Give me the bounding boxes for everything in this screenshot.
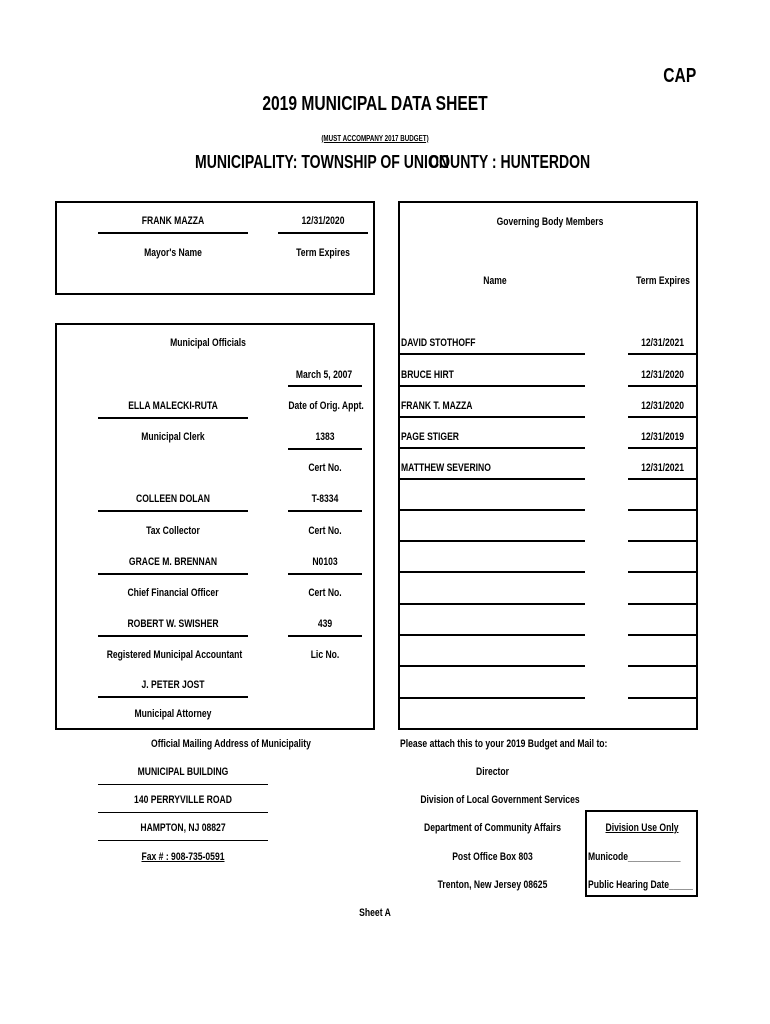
- collector-cert: T-8334: [311, 493, 339, 505]
- member-name-line: [400, 447, 585, 449]
- member-term: 12/31/2020: [641, 400, 684, 412]
- member-term-line: [628, 478, 696, 480]
- blank-term-line: [628, 540, 696, 542]
- blank-name-line: [400, 634, 585, 636]
- budget-note: (MUST ACCOMPANY 2017 BUDGET): [321, 134, 429, 143]
- mayor-term: 12/31/2020: [301, 215, 345, 227]
- mail-line4: Post Office Box 803: [452, 851, 533, 863]
- accountant-title: Registered Municipal Accountant: [106, 649, 243, 661]
- mayor-term-line: [278, 232, 368, 234]
- blank-name-line: [400, 697, 585, 699]
- clerk-date: March 5, 2007: [295, 369, 352, 381]
- member-term-line: [628, 416, 696, 418]
- collector-name-line: [98, 510, 248, 512]
- blank-term-line: [628, 571, 696, 573]
- address-line1-rule: [98, 784, 268, 785]
- clerk-name-line: [98, 417, 248, 419]
- lic-label: Lic No.: [310, 649, 340, 661]
- cert-label-3: Cert No.: [308, 587, 342, 599]
- blank-term-line: [628, 665, 696, 667]
- mail-heading: Please attach this to your 2019 Budget and Mail to:: [400, 738, 608, 750]
- clerk-title: Municipal Clerk: [141, 431, 205, 443]
- attorney-title: Municipal Attorney: [134, 708, 212, 720]
- cfo-title: Chief Financial Officer: [127, 587, 219, 599]
- member-term-line: [628, 353, 696, 355]
- officials-heading: Municipal Officials: [170, 337, 246, 349]
- blank-name-line: [400, 540, 585, 542]
- member-term: 12/31/2021: [641, 462, 684, 474]
- clerk-cert-line: [288, 448, 362, 450]
- blank-term-line: [628, 697, 696, 699]
- cfo-name: GRACE M. BRENNAN: [128, 556, 218, 568]
- member-term: 12/31/2019: [641, 431, 684, 443]
- mail-line5: Trenton, New Jersey 08625: [437, 879, 548, 891]
- cert-label-1: Cert No.: [308, 462, 342, 474]
- member-term: 12/31/2020: [641, 369, 684, 381]
- mayor-term-label: Term Expires: [296, 247, 350, 259]
- member-term: 12/31/2021: [641, 337, 684, 349]
- accountant-lic-line: [288, 635, 362, 637]
- collector-cert-line: [288, 510, 362, 512]
- mail-line1: Director: [476, 766, 509, 778]
- mayor-name: FRANK MAZZA: [141, 215, 205, 227]
- blank-term-line: [628, 634, 696, 636]
- member-term-line: [628, 385, 696, 387]
- accountant-name-line: [98, 635, 248, 637]
- governing-heading: Governing Body Members: [496, 216, 604, 228]
- attorney-name-line: [98, 696, 248, 698]
- member-name: BRUCE HIRT: [401, 369, 454, 381]
- accountant-name: ROBERT W. SWISHER: [127, 618, 219, 630]
- division-heading: Division Use Only: [605, 822, 679, 834]
- member-name: DAVID STOTHOFF: [401, 337, 476, 349]
- member-name-line: [400, 385, 585, 387]
- governing-term-label: Term Expires: [636, 275, 690, 287]
- address-line2: 140 PERRYVILLE ROAD: [134, 794, 232, 806]
- page-title: 2019 MUNICIPAL DATA SHEET: [262, 93, 488, 115]
- clerk-date-label: Date of Orig. Appt.: [288, 400, 364, 412]
- blank-name-line: [400, 509, 585, 511]
- mayor-name-label: Mayor's Name: [144, 247, 202, 259]
- collector-title: Tax Collector: [146, 525, 200, 537]
- blank-term-line: [628, 603, 696, 605]
- sheet-label: Sheet A: [359, 907, 391, 919]
- clerk-cert: 1383: [315, 431, 335, 443]
- member-name-line: [400, 478, 585, 480]
- clerk-name: ELLA MALECKI-RUTA: [128, 400, 218, 412]
- blank-name-line: [400, 571, 585, 573]
- cfo-cert-line: [288, 573, 362, 575]
- municipality: MUNICIPALITY: TOWNSHIP OF UNION: [195, 152, 450, 172]
- cfo-cert: N0103: [312, 556, 338, 568]
- municode-field: Municode___________: [588, 851, 681, 863]
- address-line1: MUNICIPAL BUILDING: [137, 766, 229, 778]
- accountant-lic: 439: [317, 618, 333, 630]
- blank-term-line: [628, 509, 696, 511]
- attorney-name: J. PETER JOST: [141, 679, 205, 691]
- member-name-line: [400, 353, 585, 355]
- cert-label-2: Cert No.: [308, 525, 342, 537]
- blank-name-line: [400, 603, 585, 605]
- cap-label: CAP: [663, 65, 696, 87]
- mail-line3: Department of Community Affairs: [424, 822, 561, 834]
- hearing-date-field: Public Hearing Date_____: [588, 879, 693, 891]
- address-heading: Official Mailing Address of Municipality: [151, 738, 311, 750]
- address-line3-rule: [98, 840, 268, 841]
- county: COUNTY : HUNTERDON: [429, 152, 591, 172]
- member-name: FRANK T. MAZZA: [401, 400, 473, 412]
- address-fax: Fax # : 908-735-0591: [141, 851, 225, 863]
- address-line2-rule: [98, 812, 268, 813]
- blank-name-line: [400, 665, 585, 667]
- cfo-name-line: [98, 573, 248, 575]
- mail-line2: Division of Local Government Services: [420, 794, 580, 806]
- member-name-line: [400, 416, 585, 418]
- mayor-name-line: [98, 232, 248, 234]
- governing-name-label: Name: [483, 275, 507, 287]
- member-term-line: [628, 447, 696, 449]
- clerk-date-line: [288, 385, 362, 387]
- member-name: MATTHEW SEVERINO: [401, 462, 491, 474]
- collector-name: COLLEEN DOLAN: [136, 493, 210, 505]
- address-line3: HAMPTON, NJ 08827: [140, 822, 226, 834]
- member-name: PAGE STIGER: [401, 431, 460, 443]
